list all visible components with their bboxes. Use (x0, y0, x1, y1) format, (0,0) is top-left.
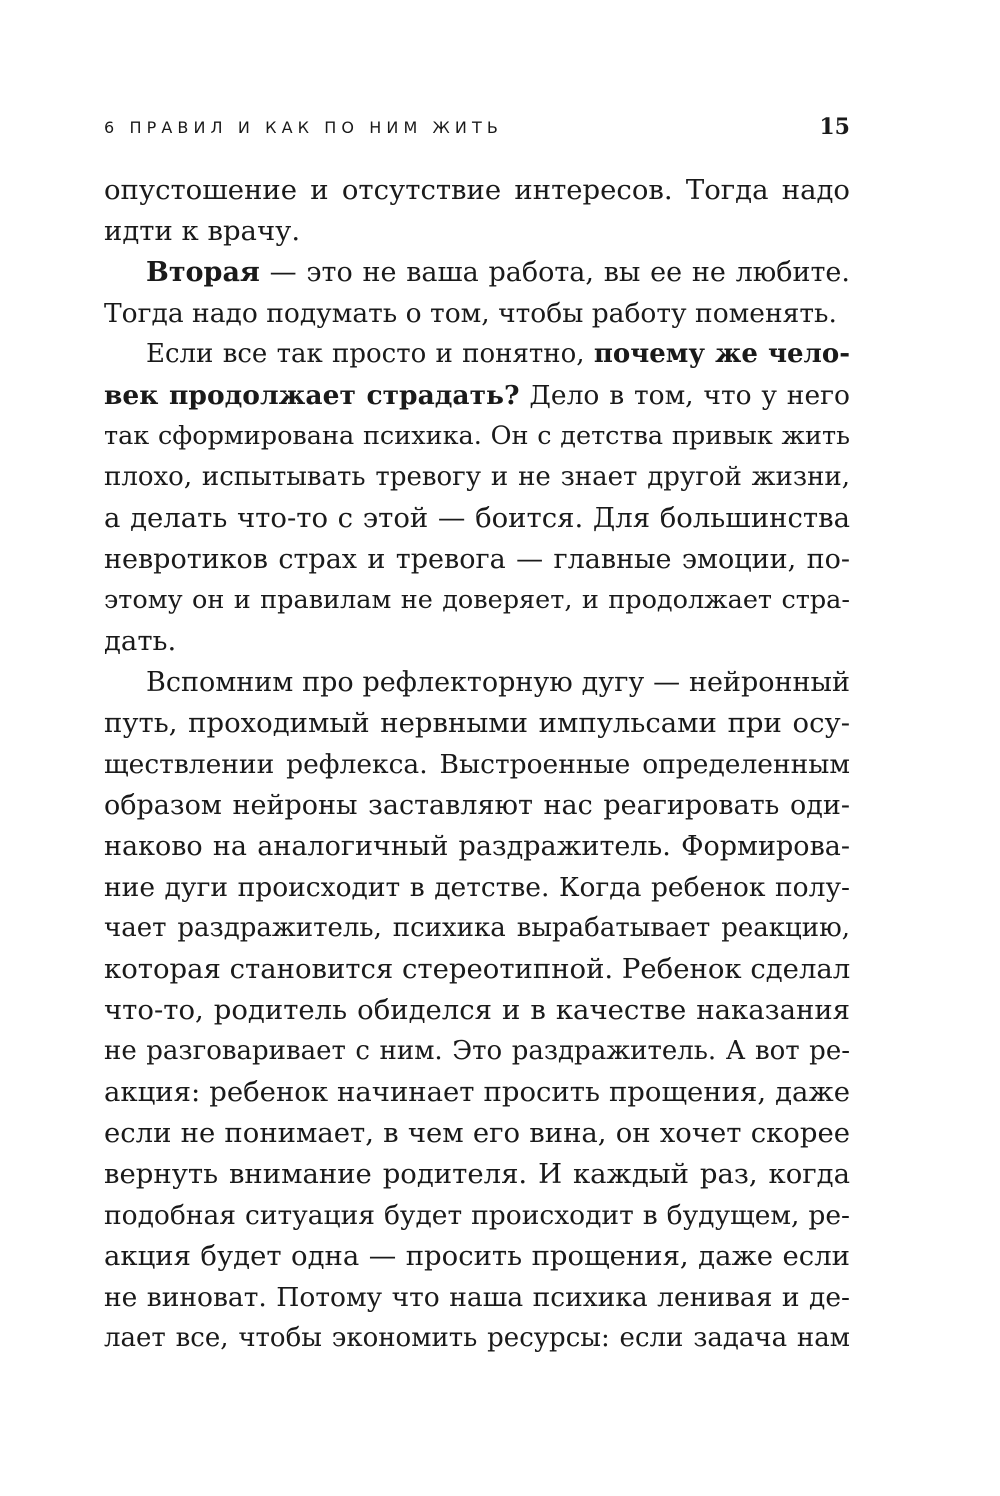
text-line: которая становится стереотипной. Ребенок сделал (104, 953, 851, 985)
text-line: вернуть внимание родителя. И каждый раз, когда (104, 1158, 850, 1190)
text-line: наково на аналогичный раздражитель. Формирова- (104, 831, 850, 862)
text-line: не виноват. Потому что наша психика ленивая и де- (104, 1282, 850, 1313)
running-head (104, 114, 850, 142)
text-line: этому он и правилам не доверяет, и продолжает стра- (104, 585, 850, 615)
text-run: Дело в том, что у него (519, 380, 850, 411)
text-line: Вспомним про рефлекторную дугу — нейронный (146, 667, 850, 698)
text-line: ние дуги происходит в детстве. Когда ребенок полу- (104, 872, 850, 903)
bold-question: век продолжает страдать? (104, 380, 520, 411)
text-line: Тогда надо подумать о том, чтобы работу поменять. (104, 298, 837, 329)
text-line: идти к врачу. (104, 215, 301, 247)
paragraph-4 (104, 662, 850, 1359)
text-line: чает раздражитель, психика вырабатывает реакцию, (104, 913, 850, 943)
text-line: дать. (104, 625, 177, 657)
text-line (104, 252, 850, 293)
text-line: образом нейроны заставляют нас реагировать оди- (104, 790, 850, 821)
text-line: путь, проходимый нервными импульсами при осу- (104, 707, 850, 739)
paragraph-1 (104, 170, 850, 252)
text-line: если не понимает, в чем его вина, он хочет скорее (104, 1117, 850, 1149)
text-line: что-то, родитель обиделся и в качестве наказания (104, 994, 850, 1026)
bold-term: Вторая (146, 257, 260, 288)
paragraph-3 (104, 334, 850, 662)
text-run: Если все так просто и понятно, (146, 339, 594, 369)
bold-question: почему же чело- (593, 339, 851, 369)
text-line (104, 334, 850, 375)
body-text (104, 170, 850, 1359)
text-line: лает все, чтобы экономить ресурсы: если задача нам (104, 1323, 850, 1353)
text-line: опустошение и отсутствие интересов. Тогда надо (104, 174, 850, 206)
text-line: ществлении рефлекса. Выстроенные определенным (104, 749, 850, 780)
text-line (104, 375, 850, 416)
page-number: 15 (819, 114, 850, 140)
text-run: — это не ваша работа, вы ее не любите. (259, 257, 850, 288)
text-line: акция: ребенок начинает просить прощения, даже (104, 1076, 850, 1108)
text-line: плохо, испытывать тревогу и не знает другой жизни, (104, 462, 850, 492)
text-line: а делать что-то с этой — боится. Для большинства (104, 502, 850, 534)
text-line: подобная ситуация будет происходит в будущем, ре- (104, 1200, 850, 1231)
text-line: не разговаривает с ним. Это раздражитель. А вот ре- (104, 1036, 850, 1066)
running-title: 6 ПРАВИЛ И КАК ПО НИМ ЖИТЬ (104, 118, 503, 137)
text-line: акция будет одна — просить прощения, даже если (104, 1240, 850, 1272)
text-line: так сформирована психика. Он с детства привык жить (104, 421, 850, 451)
text-line: невротиков страх и тревога — главные эмоции, по- (104, 544, 850, 575)
paragraph-2 (104, 252, 850, 334)
